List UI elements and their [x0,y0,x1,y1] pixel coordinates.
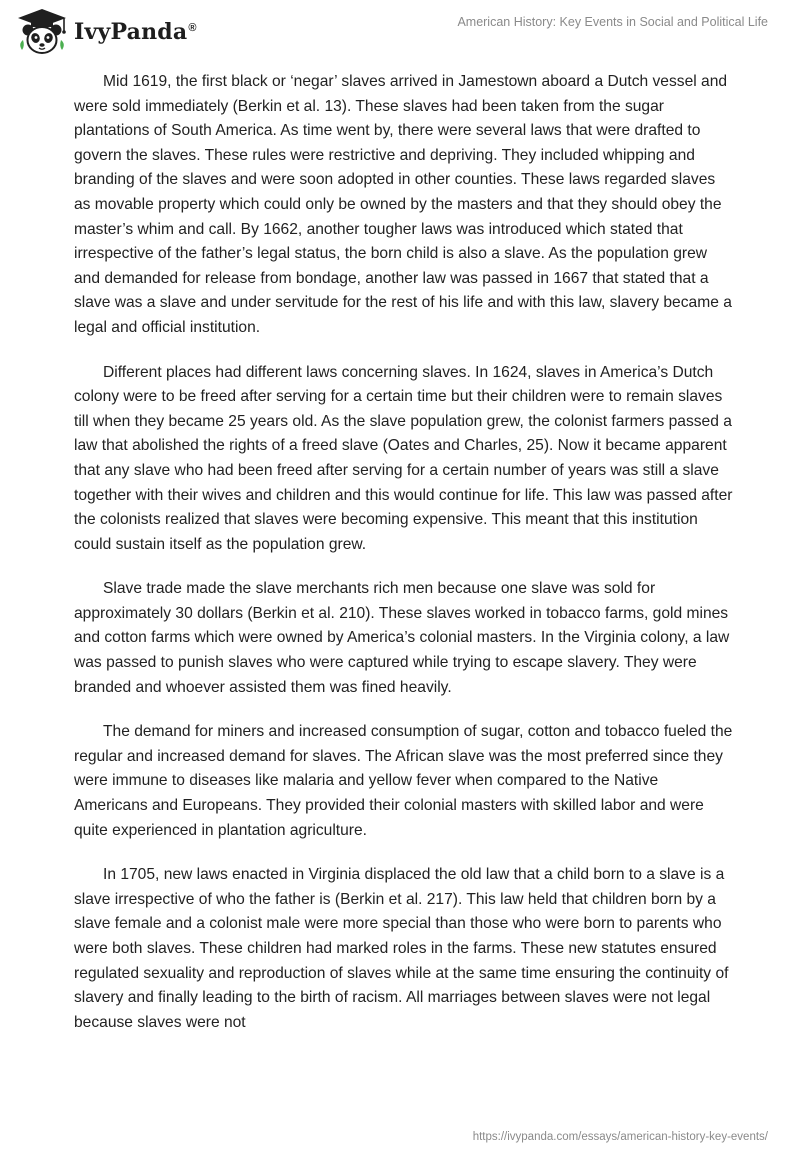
registered-mark: ® [188,21,197,34]
essay-body [74,70,734,1055]
body-paragraph: Mid 1619, the first black or ‘negar’ slaves arrived in Jamestown aboard a Dutch vessel and were sold immediately (Berkin et al. 13). These slaves had been taken from the sugar plantations of South America. As time went by, there were several laws that were drafted to govern the slaves. These rules were restrictive and depriving. They included whipping and branding of the slaves and were soon adopted in other counties. These laws regarded slaves as movable property which could only be owned by the masters and that they should obey the master’s whim and call. By 1662, another tougher laws was introduced which stated that irrespective of the father’s legal status, the born child is also a slave. As the population grew and demanded for release from bondage, another law was passed in 1667 that stated that a slave was a slave and under servitude for the rest of his life and with this law, slavery became a legal and official institution. [74,73,732,336]
document-title: American History: Key Events in Social and Political Life [457,15,768,29]
body-paragraph: The demand for miners and increased consumption of sugar, cotton and tobacco fueled the regular and increased demand for slaves. The African slave was the most preferred since they were immune to diseases like malaria and yellow fever when compared to the Native Americans and Europeans. They provided their colonial masters with skilled labor and were quite experienced in plantation agriculture. [74,723,733,839]
body-paragraph: Different places had different laws concerning slaves. In 1624, slaves in America’s Dutch colony were to be freed after serving for a certain time but their children were to remain slaves till when they became 25 years old. As the slave population grew, the colonist farmers passed a law that abolished the rights of a freed slave (Oates and Charles, 25). Now it became apparent that any slave who had been freed after serving for a certain number of years was still a slave together with their wives and children and this would continue for life. This law was passed after the colonists realized that slaves were becoming expensive. This meant that this institution could sustain itself as the population grew. [74,363,733,553]
ivypanda-logo[interactable] [14,6,197,58]
page-header [0,0,800,64]
logo-wordmark: IvyPanda® [74,19,197,45]
body-paragraph: Slave trade made the slave merchants rich men because one slave was sold for approximately 30 dollars (Berkin et al. 210). These slaves worked in tobacco farms, gold mines and cotton farms which were owned by America’s colonial masters. In the Virginia colony, a law was passed to punish slaves who were captured while trying to escape slavery. They were branded and whoever assisted them was fined heavily. [74,580,730,696]
source-url-link[interactable]: https://ivypanda.com/essays/american-history-key-events/ [472,1131,768,1143]
body-paragraph: In 1705, new laws enacted in Virginia displaced the old law that a child born to a slave is a slave irrespective of who the father is (Berkin et al. 217). This law held that children born by a slave female and a colonist male were more special than those who were born to parents who were both slaves. These children had marked roles in the farms. These new statutes ensured regulated sexuality and reproduction of slaves while at the same time ensuring the continuity of slavery and finally leading to the birth of racism. All marriages between slaves were not legal because slaves were not [74,866,729,1031]
panda-graduate-icon [14,6,70,58]
